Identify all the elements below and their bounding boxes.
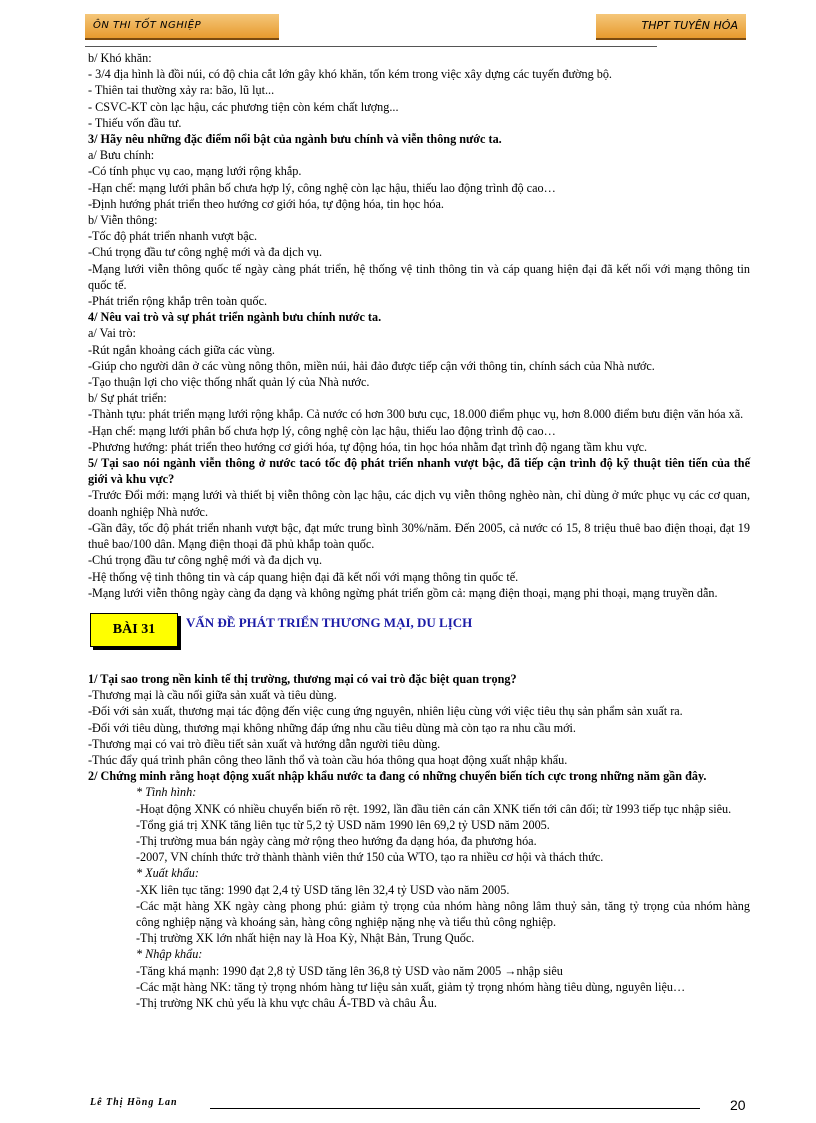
text-line: -Phát triển rộng khắp trên toàn quốc. <box>88 294 268 309</box>
lesson-badge <box>90 613 178 647</box>
text-line: b/ Sự phát triển: <box>88 391 167 406</box>
text-line: -Thị trường XK lớn nhất hiện nay là Hoa Kỳ, Nhật Bản, Trung Quốc. <box>136 931 475 946</box>
lesson-title: VẤN ĐỀ PHÁT TRIỂN THƯƠNG MẠI, DU LỊCH <box>186 614 473 630</box>
footer-author: Lê Thị Hồng Lan <box>90 1097 178 1108</box>
text-line: * Tình hình: <box>136 785 197 800</box>
bottom-section <box>88 671 750 1011</box>
header-divider <box>85 46 657 47</box>
text-line: -Tổng giá trị XNK tăng liên tục từ 5,2 tỷ USD năm 1990 lên 69,2 tỷ USD năm 2005. <box>136 817 550 832</box>
text-line: -Phương hướng: phát triển theo hướng cơ giới hóa, tự động hóa, tin học hóa nhằm đạt trình độ ngang tầm khu vực. <box>88 439 648 454</box>
text-line: -Tạo thuận lợi cho việc thống nhất quản lý của Nhà nước. <box>88 375 370 390</box>
text-line: * Nhập khẩu: <box>136 947 203 962</box>
lesson-heading <box>88 609 750 667</box>
text-line: -Giúp cho người dân ở các vùng nông thôn, miền núi, hải đảo được tiếp cận với thông tin, chính sách của Nhà nước. <box>88 358 655 373</box>
text-line: - Thiếu vốn đầu tư. <box>88 115 182 130</box>
header-right-banner <box>596 14 746 40</box>
text-line: -2007, VN chính thức trở thành thành viên thứ 150 của WTO, tạo ra nhiều cơ hội và thách thức. <box>136 850 604 865</box>
lesson-badge-label: BÀI 31 <box>112 621 156 637</box>
text-line: -Thúc đẩy quá trình phân công theo lãnh thổ và toàn cầu hóa thông qua hoạt động xuất nhập khẩu. <box>88 752 568 767</box>
text-line: - 3/4 địa hình là đồi núi, có độ chia cắt lớn gây khó khăn, tốn kém trong việc xây dựng các tuyến đường bộ. <box>88 67 612 82</box>
text-line: -Thương mại là cầu nối giữa sản xuất và tiêu dùng. <box>88 688 337 703</box>
text-line: -Tăng khá mạnh: 1990 đạt 2,8 tỷ USD tăng lên 36,8 tỷ USD vào năm 2005 →nhập siêu <box>136 963 563 978</box>
text-line: * Xuất khẩu: <box>136 866 199 881</box>
text-line: -Hạn chế: mạng lưới phân bố chưa hợp lý, công nghệ còn lạc hậu, thiếu lao động trình độ cao… <box>88 423 556 438</box>
text-line: -Hạn chế: mạng lưới phân bố chưa hợp lý, công nghệ còn lạc hậu, thiếu lao động trình độ cao… <box>88 180 556 195</box>
text-line: -Các mặt hàng NK: tăng tỷ trọng nhóm hàng tư liệu sản xuất, giảm tỷ trọng nhóm hàng tiêu dùng, nguyên liệu… <box>136 979 686 994</box>
header-left-banner <box>85 14 279 40</box>
text-line: -Đối với sản xuất, thương mại tác động đến việc cung ứng nguyên, nhiên liệu cùng với việc tiêu thụ sản phẩm sản xuất ra. <box>88 704 683 719</box>
text-line: a/ Vai trò: <box>88 326 136 341</box>
header-right-text: THPT TUYÊN HÓA <box>641 19 738 32</box>
text-line: - CSVC-KT còn lạc hậu, các phương tiện còn kém chất lượng... <box>88 99 399 114</box>
text-line: - Thiên tai thường xảy ra: bão, lũ lụt... <box>88 83 275 98</box>
text-line: -XK liên tục tăng: 1990 đạt 2,4 tỷ USD tăng lên 32,4 tỷ USD vào năm 2005. <box>136 882 510 897</box>
text-line: -Thị trường mua bán ngày càng mở rộng theo hướng đa dạng hóa, đa phương hóa. <box>136 833 537 848</box>
text-line: b/ Viễn thông: <box>88 213 158 228</box>
text-line: -Đối với tiêu dùng, thương mại không những đáp ứng nhu cầu tiêu dùng mà còn tạo ra nhu cầu mới. <box>88 720 576 735</box>
text-line: -Tốc độ phát triển nhanh vượt bậc. <box>88 229 258 244</box>
text-line: -Thành tựu: phát triển mạng lưới rộng khắp. Cả nước có hơn 300 bưu cục, 18.000 điểm phục vụ, hơn 8.000 điểm bưu điện văn hóa xã. <box>88 407 744 422</box>
text-line: -Mạng lưới viễn thông quốc tế ngày càng phát triển, hệ thống vệ tinh thông tin và cáp quang hiện đại đã kết nối với mạng thông tin quốc tế. <box>88 261 750 292</box>
question-heading: 1/ Tại sao trong nền kinh tế thị trường, thương mại có vai trò đặc biệt quan trọng? <box>88 671 517 686</box>
top-section <box>88 50 750 601</box>
page-content <box>88 50 750 1011</box>
question-heading: 4/ Nêu vai trò và sự phát triển ngành bưu chính nước ta. <box>88 310 382 325</box>
text-line: a/ Bưu chính: <box>88 148 155 163</box>
text-line: -Các mặt hàng XK ngày càng phong phú: giảm tỷ trọng của nhóm hàng nông lâm thuỷ sản, tăng tỷ trọng của nhóm hàng công nghiệp nặng và khoáng sản, hàng công nghiệp nặng nhẹ và tiểu thủ công nghiệp. <box>136 898 750 929</box>
question-heading: 2/ Chứng minh rằng hoạt động xuất nhập khẩu nước ta đang có những chuyển biến tích cực trong những năm gần đây. <box>88 769 707 784</box>
text-line: -Thị trường NK chủ yếu là khu vực châu Á-TBD và châu Âu. <box>136 995 437 1010</box>
page-number: 20 <box>730 1097 746 1113</box>
question-heading: 3/ Hãy nêu những đặc điểm nổi bật của ngành bưu chính và viễn thông nước ta. <box>88 132 502 147</box>
text-line: -Hoạt động XNK có nhiều chuyển biến rõ rệt. 1992, lần đầu tiên cán cân XNK tiến tới cân đối; từ 1993 tiếp tục nhập siêu. <box>136 801 732 816</box>
text-line: -Có tính phục vụ cao, mạng lưới rộng khắp. <box>88 164 302 179</box>
text-line: -Hệ thống vệ tinh thông tin và cáp quang hiện đại đã kết nối với mạng thông tin quốc tế. <box>88 569 519 584</box>
text-line: -Gần đây, tốc độ phát triển nhanh vượt bậc, đạt mức trung bình 30%/năm. Đến 2005, cả nước có 15, 8 triệu thuê bao điện thoại, đạt 19 thuê bao/100 dân. Mạng điện thoại đã phủ khắp toàn quốc. <box>88 520 750 552</box>
text-line: -Rút ngắn khoảng cách giữa các vùng. <box>88 342 275 357</box>
text-line: -Chú trọng đầu tư công nghệ mới và đa dịch vụ. <box>88 245 323 260</box>
text-line: -Thương mại có vai trò điều tiết sản xuất và hướng dẫn người tiêu dùng. <box>88 736 441 751</box>
text-line: b/ Khó khăn: <box>88 51 152 65</box>
text-line: -Mạng lưới viễn thông ngày càng đa dạng và không ngừng phát triển gồm cả: mạng điện thoại, mạng phi thoại, mạng truyền dẫn. <box>88 585 718 600</box>
text-line: -Chú trọng đầu tư công nghệ mới và đa dịch vụ. <box>88 553 323 568</box>
footer-divider <box>210 1108 700 1109</box>
header-left-text: ÔN THI TỐT NGHIỆP <box>93 20 202 31</box>
text-line: -Định hướng phát triển theo hướng cơ giới hóa, tự động hóa, tin học hóa. <box>88 196 444 211</box>
text-line: -Trước Đổi mới: mạng lưới và thiết bị viễn thông còn lạc hậu, các dịch vụ viễn thông nghèo nàn, chỉ dùng ở mức phục vụ các cơ quan, doanh nghiệp Nhà nước. <box>88 488 750 519</box>
question-heading: 5/ Tại sao nói ngành viễn thông ở nước tacó tốc độ phát triển nhanh vượt bậc, đã tiếp cận trình độ kỹ thuật tiên tiến của thế giới và khu vực? <box>88 456 750 487</box>
